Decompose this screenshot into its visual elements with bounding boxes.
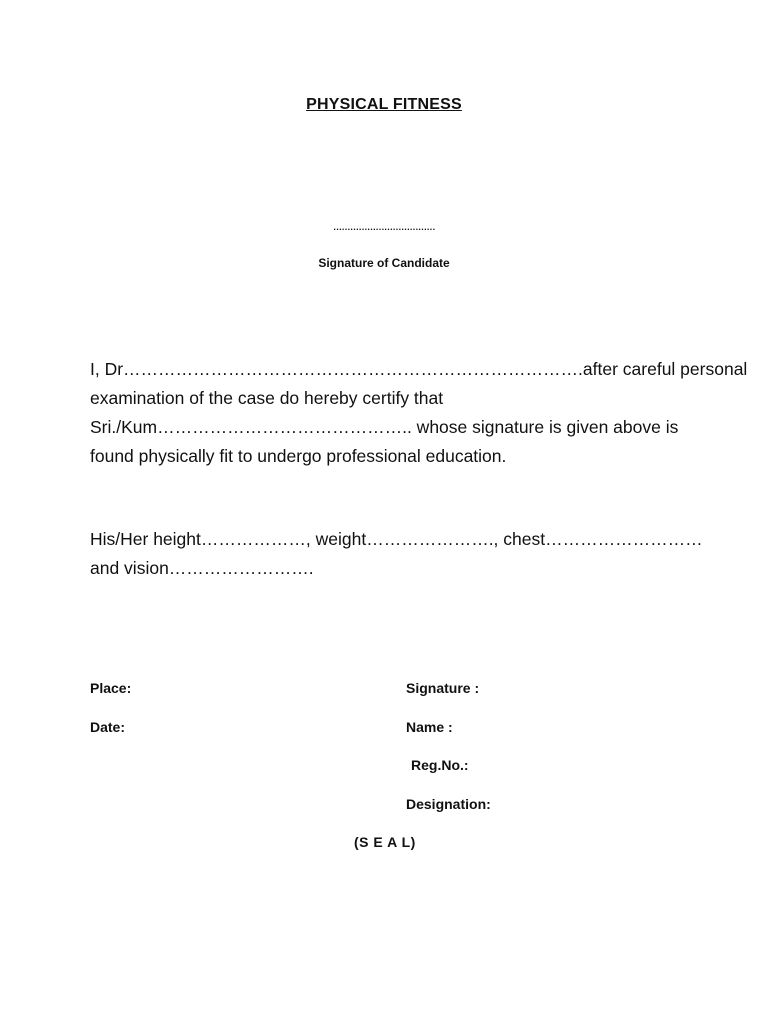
- seal-label: (S E A L): [354, 834, 416, 850]
- measurements-paragraph: [90, 525, 703, 583]
- certification-line-4: found physically fit to undergo professional education.: [90, 446, 507, 466]
- certification-line-1: I, Dr…………………………………………………………………….after careful personal: [90, 359, 748, 379]
- certification-line-3: Sri./Kum…………………………………….. whose signature is given above is: [90, 417, 679, 437]
- document-title: PHYSICAL FITNESS: [306, 96, 462, 113]
- date-label: Date:: [90, 719, 126, 735]
- doctor-name-label: Name :: [406, 719, 453, 735]
- place-label: Place:: [90, 680, 132, 696]
- certification-paragraph: [90, 355, 748, 471]
- doctor-designation-label: Designation:: [406, 796, 491, 812]
- certification-line-2: examination of the case do hereby certify that: [90, 388, 444, 408]
- measurements-line-1: His/Her height………………, weight…………………., chest………………………: [90, 529, 703, 549]
- doctor-signature-label: Signature :: [406, 680, 480, 696]
- measurements-line-2: and vision…………………….: [90, 558, 314, 578]
- doctor-regno-label: Reg.No.:: [411, 757, 469, 773]
- candidate-signature-line: ………………………………: [333, 222, 435, 232]
- candidate-signature-caption: Signature of Candidate: [318, 256, 450, 270]
